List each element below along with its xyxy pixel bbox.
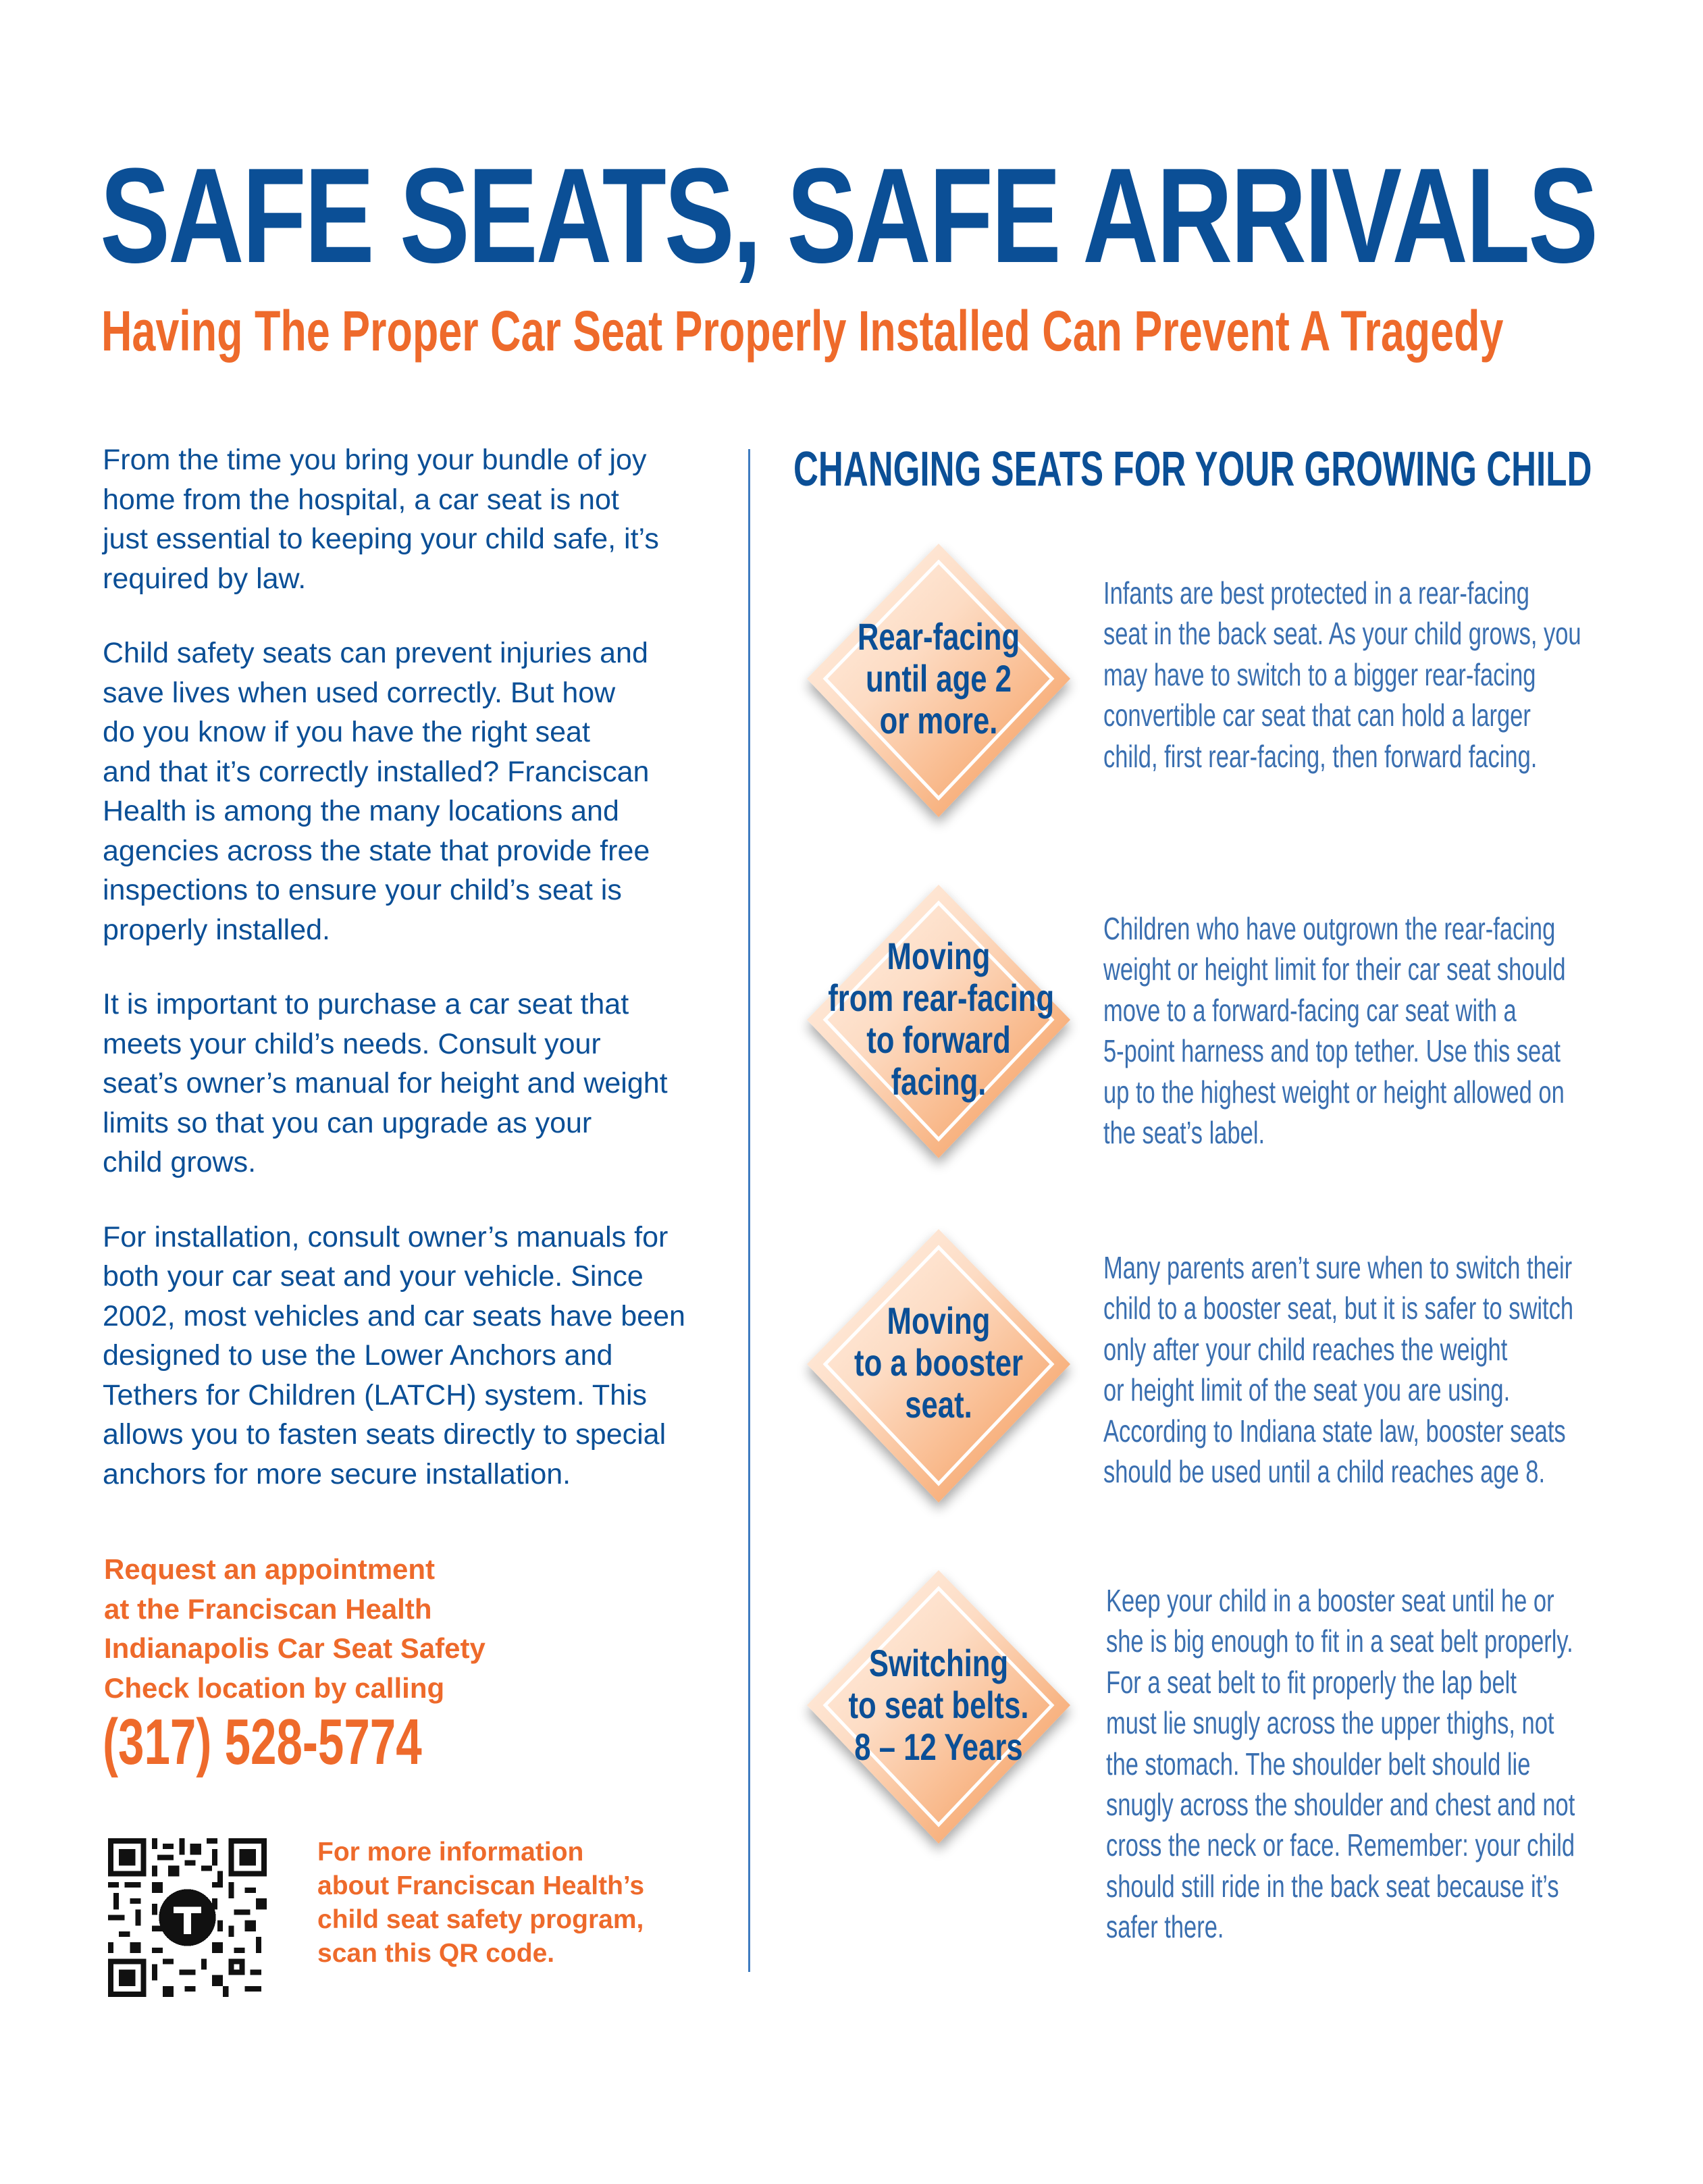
diamond-badge [797,875,1080,1172]
stage-description: Children who have outgrown the rear-facing weight or height limit for their car seat should move to a forward-facing car seat with a 5-point harness and top tether. Use this seat up to the highest weight or height allowed on the seat’s label. [1103,911,1566,1151]
column-divider [748,449,750,1972]
page-title: SAFE SEATS, SAFE ARRIVALS [100,140,1596,291]
diamond-badge [797,534,1080,831]
stage-description: Keep your child in a booster seat until he or she is big enough to fit in a seat belt properly. For a seat belt to fit properly the lap belt must lie snugly across the upper thighs, not the stomach. The shoulder belt should lie snugly across the shoulder and chest and not cross the neck or face. Remember: your child should still ride in the back seat because it’s safer there. [1106,1583,1575,1945]
intro-paragraph: From the time you bring your bundle of joy home from the hospital, a car seat is not just essential to keeping your child safe, it’s required by law. [103,444,659,595]
safety-paragraph: Child safety seats can prevent injuries and save lives when used correctly. But how do you know if you have the right seat and that it’s correctly installed? Franciscan Health is among the many locations and agencies across the state that provide free inspections to ensure your child’s seat is properly installed. [103,637,650,946]
intro-column [103,440,724,1529]
stage-label: Rear-facing until age 2 or more. [857,615,1020,742]
phone-number[interactable]: (317) 528-5774 [103,1706,422,1778]
appointment-call-to-action: Request an appointment at the Franciscan Health Indianapolis Car Seat Safety Check location by calling [104,1553,486,1704]
qr-code[interactable] [108,1838,267,1997]
stage-description: Infants are best protected in a rear-facing seat in the back seat. As your child grows, you may have to switch to a bigger rear-facing convertible car seat that can hold a larger child, first rear-facing, then forward facing. [1103,575,1581,774]
stage-description: Many parents aren’t sure when to switch their child to a booster seat, but it is safer to switch only after your child reaches the weight or height limit of the seat you are using. According to Indiana state law, booster seats should be used until a child reaches age 8. [1103,1250,1574,1490]
diamond-badge [797,1219,1080,1516]
page-subtitle: Having The Proper Car Seat Properly Installed Can Prevent A Tragedy [101,299,1504,363]
stage-label: Moving to a booster seat. [854,1299,1023,1426]
stage-label: Switching to seat belts. 8 – 12 Years [848,1642,1029,1768]
stage-label: Moving from rear-facing to forward facing. [828,935,1055,1103]
purchase-paragraph: It is important to purchase a car seat that meets your child’s needs. Consult your seat’s owner’s manual for height and weight limits so that you can upgrade as your child grows. [103,988,668,1178]
qr-caption: For more information about Franciscan Health’s child seat safety program, scan this QR code. [317,1838,645,1968]
installation-paragraph: For installation, consult owner’s manuals for both your car seat and your vehicle. Since 2002, most vehicles and car seats have been designed to use the Lower Anchors and Tethers for Children (LATCH) system. This allows you to fasten seats directly to special anchors for more secure installation. [103,1220,685,1490]
diamond-badge [797,1560,1080,1857]
section-heading: CHANGING SEATS FOR YOUR GROWING CHILD [793,442,1592,496]
